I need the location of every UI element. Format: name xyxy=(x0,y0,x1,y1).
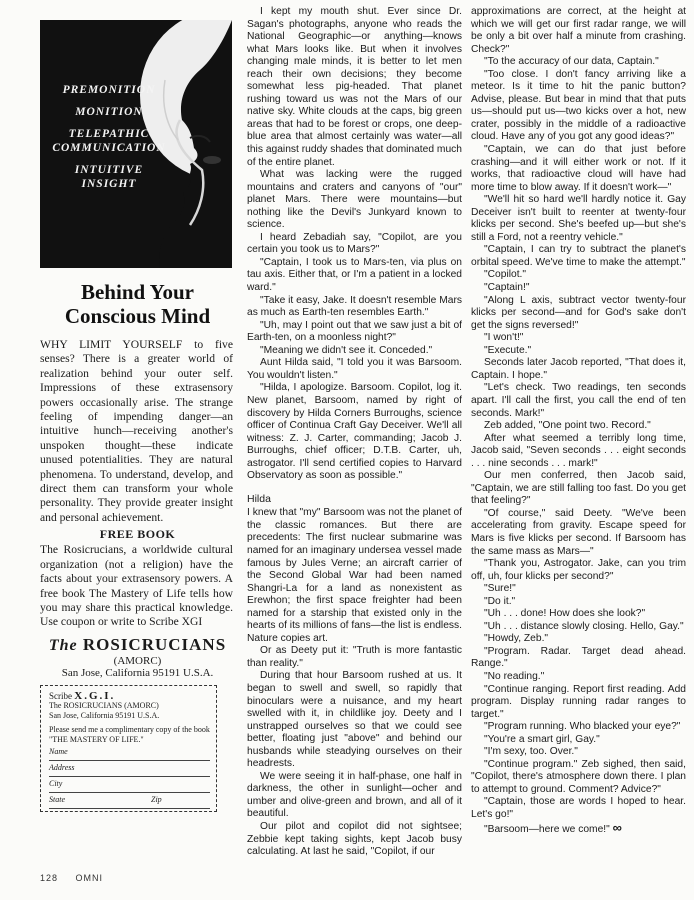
article-paragraph: "Hilda, I apologize. Barsoom. Copilot, log it. New planet, Barsoom, named by right of discovery by Hilda Corners Burroughs, science officer of Continua Craft Gay Deceiver. We'll all witness: Z. J. Carter, commanding; Jacob J. Burroughs, chief officer; D.T.B. Carter, uh, astrogator. I'll send certified copies to Harvard Observatory as soon as possible." xyxy=(247,382,462,482)
article-paragraph: "Of course," said Deety. "We've been accelerating from gravity. Escape speed for Mars is five klicks per second. If Barsoom has the same mass as Mars—" xyxy=(471,507,686,557)
article-paragraph: "Howdy, Zeb." xyxy=(484,633,549,645)
free-book-heading: FREE BOOK xyxy=(99,527,176,542)
ad-body-text: WHY LIMIT YOURSELF to five senses? There is a greater world of realization behind your outer self. Impressions of these extrasensory powers occasionally arise. The strange feeling of impending danger—an intuitive hunch—receiving another's unspoken thought—these indicate unused potentialities. They are natural phenomena. To understand, develop, and direct them can transform your whole personality. They provide greater insight and personal achievement. xyxy=(40,338,233,524)
article-paragraph: Our men conferred, then Jacob said, "Captain, we are still falling too fast. Do you get that feeling?" xyxy=(471,470,686,507)
coupon-scribe-code: X.G.I. xyxy=(74,689,116,702)
ad-term: TELEPATHIC xyxy=(68,128,150,140)
article-paragraph: "Continue program." Zeb sighed, then said, "Copilot, there's atmosphere down there. I plan to attempt to ground. Comment? Advice?" xyxy=(471,758,686,795)
article-paragraph: "To the accuracy of our data, Captain." xyxy=(484,56,659,68)
coupon-zip-label: Zip xyxy=(151,794,162,804)
end-mark-icon: ∞ xyxy=(612,819,619,835)
ad-body-text-2: The Rosicrucians, a worldwide cultural organization (not a religion) have the facts about your extrasensory powers. A free book The Mastery of Life tells how you may share this practical knowledge. Use coupon or write to Scribe XGI xyxy=(40,543,233,629)
ad-term: INTUITIVE xyxy=(74,164,144,176)
section-subheading: Hilda xyxy=(247,492,271,505)
article-paragraph: I knew that "my" Barsoom was not the planet of the classic romances. But there are precedents: The first nuclear submarine was named for an imaginary undersea vessel made famous by Jules Verne; an aircraft carrier of the Second Global War had been named Shangri-La for a land as nonexistent as Erewhon; the first space freighter had been named for a starship that existed only in the hearts of its millions of fans—the list is endless. Nature copies art. xyxy=(247,507,462,644)
article-paragraph: "I'm sexy, too. Over." xyxy=(484,746,578,758)
page-number: 128 xyxy=(40,873,59,883)
ad-term: PREMONITION xyxy=(62,84,156,96)
article-final-line: "Barsoom—here we come!" xyxy=(484,823,610,835)
coupon-request-text: Please send me a complimentary copy of the book "THE MASTERY OF LIFE." xyxy=(49,724,210,744)
coupon-scribe xyxy=(49,691,210,701)
article-paragraph: Or as Deety put it: "Truth is more fantastic than reality." xyxy=(247,645,462,669)
article-paragraph: "Captain, I took us to Mars-ten, via plus on tau axis. Either that, or I'm a patient in a locked ward." xyxy=(247,256,462,294)
article-paragraph: "Take it easy, Jake. It doesn't resemble Mars as much as Earth-ten resembles Earth." xyxy=(247,294,462,319)
article-paragraph: "I won't!" xyxy=(484,332,524,344)
article-paragraph: "Program. Radar. Target dead ahead. Range." xyxy=(471,645,686,670)
article-paragraph: Our pilot and copilot did not sightsee; Zebbie kept taking sights, kept Jacob busy calculating. At last he said, "Copilot, if our xyxy=(247,821,462,858)
ad-term: INSIGHT xyxy=(81,178,137,190)
coupon-address-label: Address xyxy=(49,762,75,772)
coupon-scribe-label: Scribe xyxy=(49,690,72,701)
ad-psychic-terms xyxy=(44,83,174,199)
coupon-state-zip-field[interactable] xyxy=(49,795,210,809)
magazine-name: OMNI xyxy=(75,873,104,883)
article-column-right xyxy=(471,6,686,836)
ad-illustration xyxy=(40,20,232,268)
ad-headline-line: Behind Your xyxy=(80,280,194,304)
page-folio xyxy=(40,873,117,883)
organization-name xyxy=(40,635,235,655)
article-paragraph: Seconds later Jacob reported, "That does it, Captain. I hope." xyxy=(471,357,686,381)
article-paragraph: approximations are correct, at the height at which we will get our first radar range, we will be only a bit over half a minute from crashing. Check?" xyxy=(471,6,686,55)
coupon-name-field[interactable] xyxy=(49,747,210,761)
article-paragraph: "We'll hit so hard we'll hardly notice it. Gay Deceiver isn't built to reenter at twenty-four klicks per second. She's beefed up—but she's still a Ford, not a reentry vehicle." xyxy=(471,194,686,243)
article-paragraph: "Captain!" xyxy=(484,282,530,294)
article-paragraph: "Uh . . . distance slowly closing. Hello, Gay." xyxy=(484,620,684,632)
article-paragraph: "Meaning we didn't see it. Conceded." xyxy=(260,344,433,356)
article-paragraph: "You're a smart girl, Gay." xyxy=(484,733,600,745)
organization-subtitle: (AMORC) xyxy=(113,654,162,667)
article-paragraph: "Continue ranging. Report first reading. Add program. Display running radar ranges to target." xyxy=(471,683,686,720)
article-paragraph: Aunt Hilda said, "I told you it was Barsoom. You wouldn't listen." xyxy=(247,357,462,381)
article-paragraph: "Along L axis, subtract vector twenty-four klicks per second—and for God's sake don't get the signs reversed!" xyxy=(471,294,686,331)
article-paragraph: "Program running. Who blacked your eye?" xyxy=(484,721,681,733)
article-paragraph: "Captain, those are words I hoped to hear. Let's go!" xyxy=(471,796,686,820)
article-paragraph: "Copilot." xyxy=(484,269,527,281)
article-column-middle xyxy=(247,6,462,859)
coupon-name-label: Name xyxy=(49,746,68,756)
article-paragraph: What was lacking were the rugged mountains and craters and canyons of "our" planet Mars. There were mountains—but nothing like the Devil's Junkyard known to science. xyxy=(247,169,462,231)
article-paragraph: "Uh, may I point out that we saw just a bit of Earth-ten, on a moonless night?" xyxy=(247,319,462,344)
rosicrucian-advertisement xyxy=(40,20,235,812)
article-paragraph: I heard Zebadiah say, "Copilot, are you certain you took us to Mars?" xyxy=(247,231,462,256)
article-paragraph: Zeb added, "One point two. Record." xyxy=(484,420,651,432)
mail-in-coupon[interactable] xyxy=(40,685,217,812)
article-paragraph: "Captain, we can do that just before crashing—and it will either work or not. If it works, that radioactive cloud will have had more time to blow away. If it doesn't work—" xyxy=(471,144,686,193)
article-paragraph: "Uh . . . done! How does she look?" xyxy=(484,608,646,620)
article-paragraph: "Too close. I don't fancy arriving like a meteor. Is it time to hit the panic button? Advise, please. But bear in mind that that puts us—should put us—two kicks over a hot, new crater, possibly in the middle of a radioactive cloud. Have any of you got any good ideas?" xyxy=(471,68,686,143)
ad-term: COMMUNICATION xyxy=(52,142,166,154)
article-paragraph: We were seeing it in half-phase, one half in darkness, the other in sunlight—ocher and umber and olive-green and brown, and all of it beautiful. xyxy=(247,770,462,820)
article-final-paragraph xyxy=(471,819,686,837)
coupon-org-line: The ROSICRUCIANS (AMORC) xyxy=(49,700,159,710)
article-paragraph: "Thank you, Astrogator. Jake, can you trim off, uh, four klicks per second?" xyxy=(471,558,686,582)
organization-article: The xyxy=(48,636,78,654)
organization-title: ROSICRUCIANS xyxy=(82,634,227,654)
coupon-city-field[interactable] xyxy=(49,779,210,793)
article-paragraph: During that hour Barsoom rushed at us. It began to swell and swell, so rapidly that binoculars were a nuisance, and my heart swelled with it, in childlike joy. Deety and I unstrapped ourselves so that we could see better, floating just "above" and behind our husbands while steadying ourselves on their headrests. xyxy=(247,670,462,770)
article-paragraph: "Captain, I can try to subtract the planet's orbital speed. We've time to make the attempt." xyxy=(471,244,686,268)
article-paragraph: "Let's check. Two readings, ten seconds apart. I'll call the first, you call the end of ten seconds. Mark!" xyxy=(471,382,686,419)
coupon-address-field[interactable] xyxy=(49,763,210,777)
coupon-address-line: San Jose, California 95191 U.S.A. xyxy=(49,710,160,720)
article-paragraph: "No reading." xyxy=(484,670,545,682)
ad-headline xyxy=(40,280,235,328)
ad-headline-line: Conscious Mind xyxy=(64,304,211,328)
organization-address: San Jose, California 95191 U.S.A. xyxy=(61,666,214,679)
coupon-city-label: City xyxy=(49,778,63,788)
article-paragraph: "Sure!" xyxy=(484,583,516,595)
article-paragraph: "Execute." xyxy=(484,344,532,356)
coupon-state-label: State xyxy=(49,794,65,804)
article-paragraph: I kept my mouth shut. Ever since Dr. Sagan's photographs, anyone who reads the National Geographic—or anything—knows what Mars looks like. But when it involves changing male minds, it is better to let men reach their own decisions; they become somewhat less pig-headed. That planet rushing toward us was not the Mars of our native sky. White clouds at the caps, big green areas that had to be forest or crops, one deep-blue area that almost certainly was water—all this against ruddy shades that dominated much of the entire planet. xyxy=(247,6,462,168)
article-paragraph: After what seemed a terribly long time, Jacob said, "Seven seconds . . . eight seconds . . . nine seconds . . . mark!" xyxy=(471,432,686,469)
article-paragraph: "Do it." xyxy=(484,595,516,607)
ad-term: MONITION xyxy=(75,106,143,118)
